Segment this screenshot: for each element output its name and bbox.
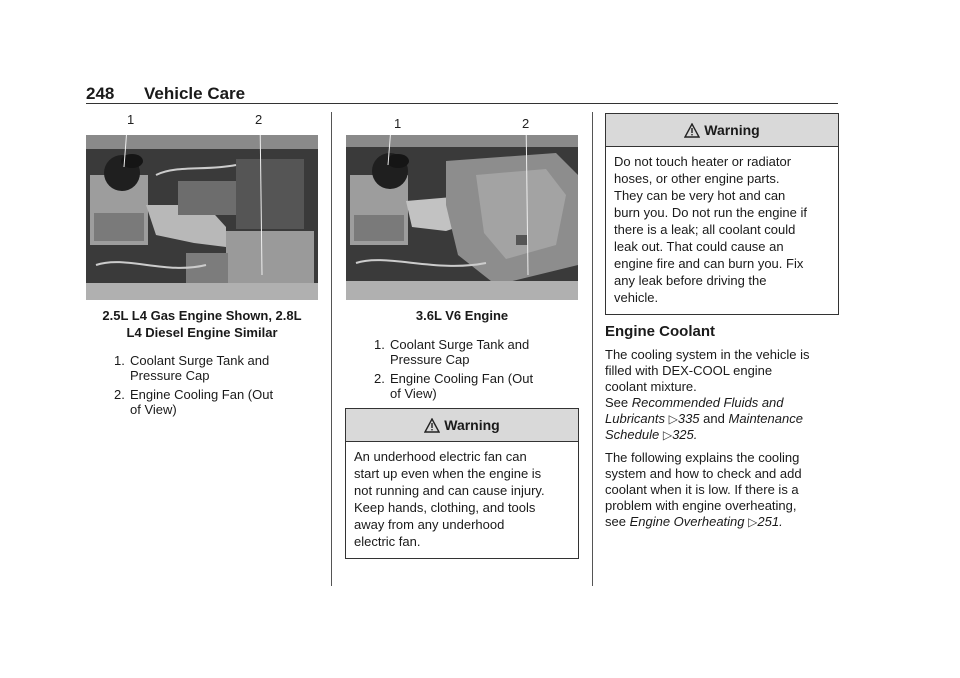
warning-line: Do not touch heater or radiator	[614, 154, 792, 169]
fan-warning-box	[345, 408, 579, 559]
section-title: Vehicle Care	[144, 84, 246, 103]
hot-parts-warning-box	[605, 113, 839, 315]
figure-middle-callout-1: 1	[394, 116, 402, 131]
figure-left-caption	[86, 307, 318, 341]
figure-left-callout-2: 2	[255, 112, 263, 127]
list-item	[364, 371, 584, 401]
item-text: Pressure Cap	[390, 352, 470, 367]
warning-line: away from any underhood	[354, 517, 505, 532]
warning-line: burn you. Do not run the engine if	[614, 205, 807, 220]
figure-middle-callout-2: 2	[522, 116, 530, 131]
page-ref-number[interactable]: 325.	[672, 427, 698, 442]
coolant-paragraph-2	[605, 450, 837, 530]
item-text: Engine Cooling Fan (Out	[130, 387, 274, 402]
list-item	[364, 337, 584, 367]
page-ref-number[interactable]: 251.	[757, 514, 783, 529]
warning-line: any leak before driving the	[614, 273, 767, 288]
warning-line: engine fire and can burn you. Fix	[614, 256, 804, 271]
warning-line: Keep hands, clothing, and tools	[354, 500, 536, 515]
item-number: 2.	[374, 371, 385, 386]
item-text: Pressure Cap	[130, 368, 210, 383]
see-text: see	[605, 514, 626, 529]
list-item	[104, 387, 324, 417]
paragraph-line	[605, 514, 837, 530]
warning-title: Warning	[444, 417, 500, 433]
paragraph-line	[605, 411, 837, 427]
figure-middle-caption: 3.6L V6 Engine	[415, 308, 509, 323]
warning-line: electric fan.	[354, 534, 421, 549]
warning-header	[346, 409, 578, 442]
lubricants-link[interactable]: Lubricants	[605, 411, 665, 426]
warning-triangle-icon	[684, 123, 700, 138]
page-ref-number[interactable]: 335	[677, 411, 700, 426]
page-ref-triangle-icon: ▷	[668, 412, 678, 426]
maintenance-link[interactable]: Maintenance	[728, 411, 803, 426]
figure-left-legend	[104, 353, 324, 421]
page-header	[86, 84, 245, 104]
column-divider-2	[592, 112, 593, 586]
engine-photo-3-6l	[346, 135, 578, 300]
item-text: of View)	[390, 386, 437, 401]
column-divider-1	[331, 112, 332, 586]
warning-header	[606, 114, 838, 147]
item-text: Coolant Surge Tank and	[390, 337, 530, 352]
figure-middle-legend	[364, 337, 584, 405]
warning-line: there is a leak; all coolant could	[614, 222, 796, 237]
paragraph-line: filled with DEX-COOL engine	[605, 363, 773, 378]
warning-line: They can be very hot and can	[614, 188, 786, 203]
figure-left-caption-line2: L4 Diesel Engine Similar	[126, 325, 278, 340]
paragraph-line: coolant when it is low. If there is a	[605, 482, 799, 497]
page-ref-triangle-icon: ▷	[748, 515, 758, 529]
warning-line: not running and can cause injury.	[354, 483, 545, 498]
paragraph-line	[605, 395, 837, 411]
see-text: See	[605, 395, 629, 410]
item-text: Coolant Surge Tank and	[130, 353, 270, 368]
paragraph-line: The cooling system in the vehicle is	[605, 347, 810, 362]
warning-line: An underhood electric fan can	[354, 449, 527, 464]
warning-text	[346, 442, 578, 558]
page-ref-triangle-icon: ▷	[662, 428, 673, 442]
paragraph-line: coolant mixture.	[605, 379, 697, 394]
warning-line: leak out. That could cause an	[614, 239, 784, 254]
warning-triangle-icon	[424, 418, 440, 433]
engine-overheating-link[interactable]: Engine Overheating	[629, 514, 745, 529]
recommended-fluids-link[interactable]: Recommended Fluids and	[631, 395, 784, 410]
warning-line: vehicle.	[614, 290, 659, 305]
paragraph-line: The following explains the cooling	[605, 450, 800, 465]
schedule-link[interactable]: Schedule	[605, 427, 660, 442]
item-text: Engine Cooling Fan (Out	[390, 371, 534, 386]
list-item	[104, 353, 324, 383]
figure-left-caption-line1: 2.5L L4 Gas Engine Shown, 2.8L	[102, 308, 302, 323]
figure-left-callout-1: 1	[127, 112, 135, 127]
paragraph-line: system and how to check and add	[605, 466, 802, 481]
coolant-paragraph-1	[605, 347, 837, 443]
warning-title: Warning	[704, 122, 760, 138]
item-number: 2.	[114, 387, 125, 402]
item-number: 1.	[114, 353, 125, 368]
header-rule	[86, 103, 838, 104]
item-text: of View)	[130, 402, 177, 417]
engine-photo-2-5l	[86, 135, 318, 300]
warning-line: start up even when the engine is	[354, 466, 542, 481]
warning-line: hoses, or other engine parts.	[614, 171, 780, 186]
warning-text	[606, 147, 838, 314]
item-number: 1.	[374, 337, 385, 352]
paragraph-line	[605, 427, 837, 443]
page-number: 248	[86, 84, 115, 103]
engine-coolant-heading: Engine Coolant	[605, 323, 715, 340]
and-text: and	[703, 411, 725, 426]
paragraph-line: problem with engine overheating,	[605, 498, 797, 513]
